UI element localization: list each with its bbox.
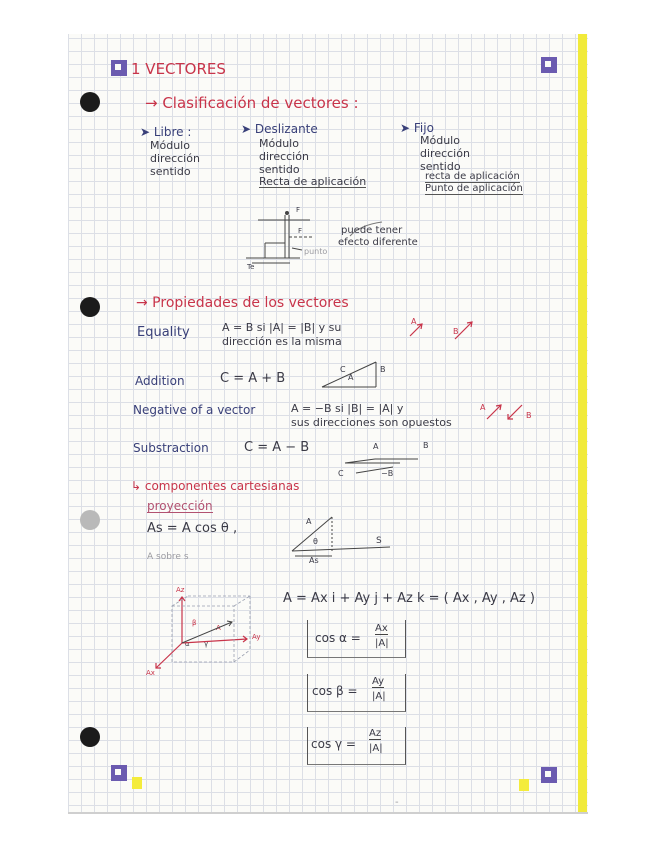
vector-label: A — [216, 624, 221, 632]
libre-heading: ➤ Libre : — [140, 125, 192, 139]
cosine-lhs: cos γ = — [311, 737, 356, 751]
angle-label: α — [185, 640, 190, 648]
component-equation: A = Ax i + Ay j + Az k = ( Ax , Ay , Az ) — [283, 591, 535, 606]
vector-label: B — [453, 327, 459, 336]
vector-label: B — [380, 365, 386, 374]
vector-label: C — [338, 469, 344, 478]
addition-label: Addition — [135, 374, 185, 388]
cosine-denominator: |A| — [372, 691, 386, 702]
cosine-numerator: Ax — [375, 623, 388, 634]
negative-equation: sus direcciones son opuestos — [291, 416, 452, 429]
projection-label: As — [309, 556, 319, 565]
proyeccion-note: A sobre s — [147, 552, 189, 562]
libre-line: Módulo — [150, 139, 190, 152]
fijo-line: Punto de aplicación — [425, 183, 523, 194]
force-label: F — [298, 227, 303, 235]
cosine-denominator: |A| — [369, 743, 383, 754]
vector-label: C — [340, 365, 346, 374]
page-title: 1 VECTORES — [131, 60, 226, 78]
negative-equation: A = −B si |B| = |A| y — [291, 402, 404, 415]
cosine-numerator: Ay — [372, 676, 385, 687]
deslizante-line: dirección — [259, 150, 309, 163]
deslizante-line: sentido — [259, 163, 300, 176]
substraction-label: Substraction — [133, 441, 209, 455]
addition-equation: C = A + B — [220, 371, 286, 386]
punto-label: punto — [304, 247, 328, 256]
deslizante-heading: ➤ Deslizante — [241, 122, 318, 136]
section-heading-propiedades: → Propiedades de los vectores — [136, 295, 349, 311]
cosine-lhs: cos α = — [315, 631, 361, 645]
vector-label: A — [480, 403, 486, 412]
note-line: puede tener — [341, 225, 403, 236]
fijo-line: dirección — [420, 147, 470, 160]
vector-label: A — [348, 373, 354, 382]
section-heading-componentes: ↳ componentes cartesianas — [131, 479, 300, 493]
axis-label: Az — [176, 586, 185, 594]
angle-label: β — [192, 619, 197, 627]
te-label: Te — [247, 263, 255, 271]
proyeccion-equation: As = A cos θ , — [147, 521, 238, 536]
cosine-denominator: |A| — [375, 638, 389, 649]
equality-equation: dirección es la misma — [222, 335, 342, 348]
cosine-lhs: cos β = — [312, 684, 358, 698]
vector-label: A — [373, 442, 379, 451]
footer-mark: - — [395, 797, 399, 808]
libre-line: sentido — [150, 165, 191, 178]
note-line: efecto diferente — [338, 237, 418, 248]
proyeccion-heading: proyección — [147, 499, 213, 513]
angle-label: γ — [204, 640, 209, 648]
axis-label: Ay — [252, 633, 261, 641]
cosine-numerator: Az — [369, 728, 382, 739]
substraction-equation: C = A − B — [244, 440, 310, 455]
vector-label: A — [411, 317, 417, 326]
equality-equation: A = B si |A| = |B| y su — [222, 321, 342, 334]
fijo-line: Módulo — [420, 134, 460, 147]
section-heading-clasificacion: → Clasificación de vectores : — [145, 94, 359, 112]
libre-line: dirección — [150, 152, 200, 165]
fijo-line: recta de aplicación — [425, 171, 520, 182]
vector-label: B — [423, 441, 429, 450]
fijo-heading: ➤ Fijo — [400, 121, 434, 135]
axis-label: S — [376, 536, 382, 546]
equality-label: Equality — [137, 325, 190, 340]
negative-label: Negative of a vector — [133, 403, 256, 417]
angle-label: θ — [313, 537, 318, 546]
fijo-line: sentido — [420, 160, 461, 173]
axis-label: Ax — [146, 669, 155, 677]
deslizante-line: Módulo — [259, 137, 299, 150]
vector-label: −B — [381, 469, 394, 478]
vector-label: B — [526, 411, 532, 420]
deslizante-line: Recta de aplicación — [259, 175, 367, 188]
force-label: F — [296, 206, 301, 214]
vector-label: A — [306, 517, 312, 526]
